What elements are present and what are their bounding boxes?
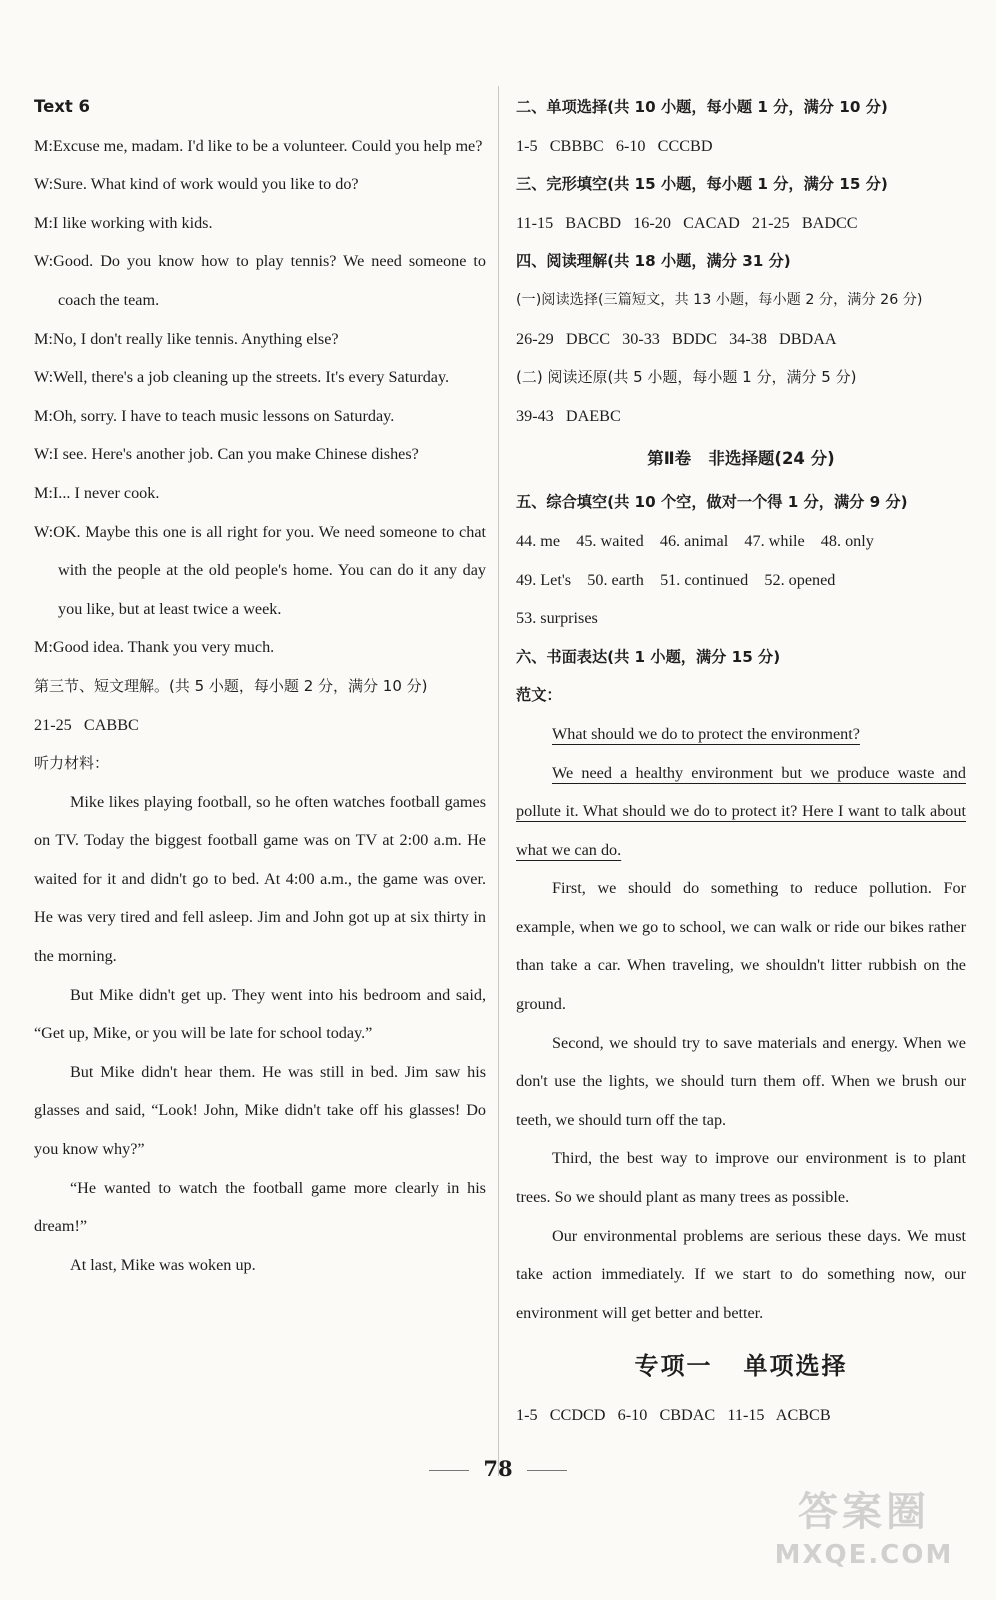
page-number-dash [429, 1470, 469, 1471]
section3-title: 第三节、短文理解。(共 5 小题，每小题 2 分，满分 10 分) [34, 676, 428, 695]
right-column [516, 88, 966, 1435]
listening-paragraph: But Mike didn't get up. They went into his bedroom and said, “Get up, Mike, or you will be late for school today.” [34, 985, 486, 1043]
page-number-text: 78 [483, 1456, 513, 1481]
sec4-sub1-answers: 26-29 DBCC 30-33 BDDC 34-38 DBDAA [516, 329, 837, 348]
left-column [34, 88, 486, 1284]
sec2-answers: 1-5 CBBBC 6-10 CCCBD [516, 136, 713, 155]
essay-title [516, 715, 966, 754]
essay-intro: We need a healthy environment but we produce waste and pollute it. What should we do to protect it? Here I want to talk about what we can do. [516, 763, 966, 859]
listening-paragraph: At last, Mike was woken up. [70, 1255, 256, 1274]
essay-paragraph: Second, we should try to save materials and energy. When we don't use the lights, we should turn them off. When we brush our teeth, we should turn off the tap. [516, 1033, 966, 1129]
sec5-answers: 53. surprises [516, 609, 598, 628]
section3-answers: 21-25 CABBC [34, 715, 139, 734]
dialogue-line: M:No, I don't really like tennis. Anything else? [34, 329, 339, 348]
watermark-text-en: MXQE.COM [774, 1540, 954, 1570]
sec5-answers: 44. me 45. waited 46. animal 47. while 48. only [516, 531, 874, 550]
page-number-dash [527, 1470, 567, 1471]
dialogue-line: M:Excuse me, madam. I'd like to be a volunteer. Could you help me? [34, 136, 483, 155]
part2-title: 第Ⅱ卷 非选择题(24 分) [647, 449, 835, 469]
dialogue-line: W:Well, there's a job cleaning up the streets. It's every Saturday. [34, 368, 450, 387]
sec6-title: 六、书面表达(共 1 小题，满分 15 分) [516, 647, 781, 666]
dialogue-line: M:Good idea. Thank you very much. [34, 638, 275, 657]
essay-paragraph: Third, the best way to improve our environment is to plant trees. So we should plant as many trees as possible. [516, 1149, 966, 1207]
sec4-sub1-title: (一)阅读选择(三篇短文，共 13 小题，每小题 2 分，满分 26 分) [516, 291, 923, 308]
dialogue-line: W:Sure. What kind of work would you like to do? [34, 175, 359, 194]
essay-paragraph: First, we should do something to reduce pollution. For example, when we go to school, we can walk or ride our bikes rather than take a car. When traveling, we shouldn't litter rubbish on the ground. [516, 879, 966, 1014]
sample-label: 范文： [516, 686, 562, 705]
sec4-sub2-title: (二) 阅读还原(共 5 小题，每小题 1 分，满分 5 分) [516, 368, 857, 387]
listening-paragraph: But Mike didn't hear them. He was still in bed. Jim saw his glasses and said, “Look! John, Mike didn't take off his glasses! Do you know why?” [34, 1062, 486, 1159]
dialogue-line: W:OK. Maybe this one is all right for you. We need someone to chat with the people at the old people's home. You can do it any day you like, but at least twice a week. [34, 522, 486, 618]
sec3-title: 三、完形填空(共 15 小题，每小题 1 分，满分 15 分) [516, 175, 888, 194]
essay-title-text: What should we do to protect the environment? [552, 724, 860, 743]
dialogue-line: M:Oh, sorry. I have to teach music lessons on Saturday. [34, 406, 395, 425]
dialogue-line: W:I see. Here's another job. Can you make Chinese dishes? [34, 445, 419, 464]
listening-label: 听力材料： [34, 754, 110, 773]
page-number [0, 1456, 996, 1481]
listening-paragraph: Mike likes playing football, so he often watches football games on TV. Today the biggest football game was on TV at 2:00 a.m. He waited for it and didn't go to bed. At 4:00 a.m., the game was over. He was very tired and fell asleep. Jim and John got up at six thirty in the morning. [34, 792, 486, 966]
sec2-title: 二、单项选择(共 10 小题，每小题 1 分，满分 10 分) [516, 98, 888, 116]
dialogue-line: M:I like working with kids. [34, 213, 213, 232]
listening-paragraph: “He wanted to watch the football game more clearly in his dream!” [34, 1178, 486, 1236]
sec3-answers: 11-15 BACBD 16-20 CACAD 21-25 BADCC [516, 213, 858, 232]
watermark-logo [744, 1484, 984, 1594]
sec4-title: 四、阅读理解(共 18 小题，满分 31 分) [516, 252, 791, 271]
dialogue-line: W:Good. Do you know how to play tennis? We need someone to coach the team. [34, 252, 486, 309]
sec5-title: 五、综合填空(共 10 个空，做对一个得 1 分，满分 9 分) [516, 493, 908, 512]
special-answers: 1-5 CCDCD 6-10 CBDAC 11-15 ACBCB [516, 1406, 831, 1425]
essay-paragraph: Our environmental problems are serious these days. We must take action immediately. If we start to do something now, our environment will get better and better. [516, 1226, 966, 1322]
watermark-text-cn: 答案圈 [798, 1489, 930, 1535]
special-title: 专项一 单项选择 [634, 1351, 848, 1381]
text6-title: Text 6 [34, 97, 91, 116]
sec5-answers: 49. Let's 50. earth 51. continued 52. opened [516, 570, 836, 589]
sec4-sub2-answers: 39-43 DAEBC [516, 406, 621, 425]
column-divider [498, 86, 499, 1476]
dialogue-line: M:I... I never cook. [34, 483, 160, 502]
